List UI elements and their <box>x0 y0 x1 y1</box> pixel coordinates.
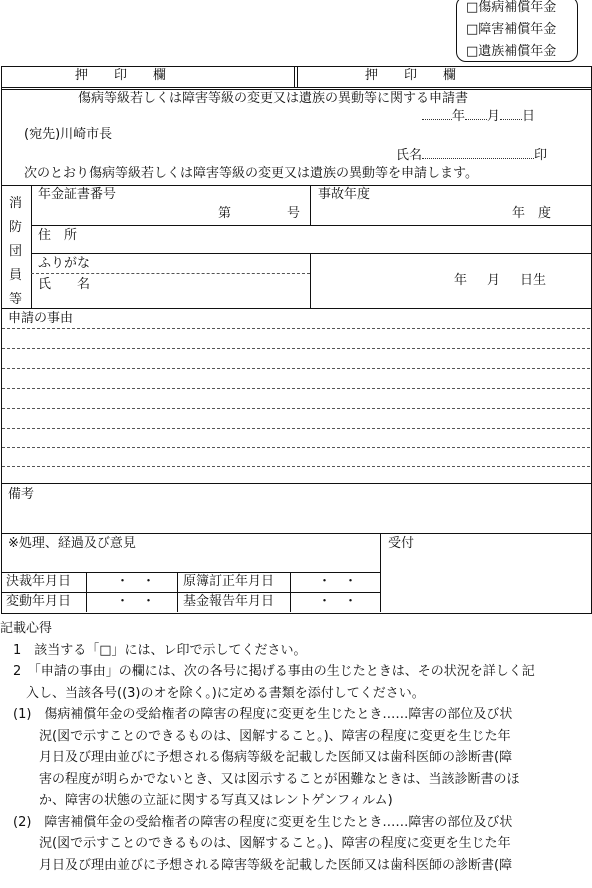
member-side-label: 消 防 団 員 等 <box>9 196 23 307</box>
note-line: 入し、当該各号((3)のオを除く。)に定める書類を添付してください。 <box>0 685 425 701</box>
received-label: 受付 <box>388 536 415 551</box>
pension-type-option-1[interactable]: □傷病補償年金 <box>466 0 557 15</box>
change-date-field[interactable]: ・ ・ <box>116 594 156 609</box>
form-title: 傷病等級若しくは障害等級の変更又は遺族の異動等に関する申請書 <box>78 91 469 106</box>
note-line: か、障害の状態の立証に関する写真又はレントゲンフィルム) <box>0 793 393 808</box>
furigana-label: ふりがな <box>38 256 91 271</box>
birth-date-field[interactable]: 年 月 日生 <box>454 273 547 288</box>
note-line: 況(図で示すことのできるものは、図解すること。)、障害の程度に変更を生じた年 <box>0 728 511 744</box>
note-line: 月日及び理由並びに予想される傷病等級を記載した医師又は歯科医師の診断書(障 <box>0 750 513 765</box>
checkbox[interactable]: □ <box>466 44 479 59</box>
checkbox[interactable]: □ <box>466 22 479 37</box>
reason-field[interactable] <box>2 328 590 483</box>
checkbox[interactable]: □ <box>466 0 479 15</box>
statement: 次のとおり傷病等級若しくは障害等級の変更又は遺族の異動等を申請します。 <box>24 166 478 181</box>
note-line: 月日及び理由並びに予想される障害等級を記載した医師又は歯科医師の診断書(障 <box>0 857 513 873</box>
stamp-field-label: 押 印 欄 <box>365 68 457 83</box>
notes-heading: 記載心得 <box>0 621 53 636</box>
note-line: 2 「申請の事由」の欄には、次の各号に掲げる事由の生じたときは、その状況を詳しく記 <box>0 664 535 679</box>
remarks-label: 備考 <box>8 487 35 502</box>
note-line: (2) 障害補償年金の受給権者の障害の程度に変更を生じたとき……障害の部位及び状 <box>0 814 513 830</box>
pension-type-option-3[interactable]: □遺族補償年金 <box>466 44 557 59</box>
seal-mark: 印 <box>534 148 548 163</box>
certificate-number-label: 年金証書番号 <box>38 187 117 202</box>
ledger-date-field[interactable]: ・ ・ <box>318 574 358 589</box>
change-date-label: 変動年月日 <box>6 594 72 609</box>
applicant-name-field[interactable]: 氏名 印 <box>396 148 548 163</box>
remarks-field[interactable] <box>2 504 590 532</box>
note-line: 1 該当する「□」には、レ印で示してください。 <box>0 642 307 658</box>
addressee: (宛先)川崎市長 <box>24 127 113 142</box>
stamp-field-label: 押 印 欄 <box>75 68 167 83</box>
decision-date-field[interactable]: ・ ・ <box>116 574 156 589</box>
note-line: 害の程度が明らかでないとき、又は図示することが困難なときは、当該診断書のほ <box>0 771 520 787</box>
processing-label: ※処理、経過及び意見 <box>8 536 136 551</box>
ledger-date-label: 原簿訂正年月日 <box>183 574 275 589</box>
application-date[interactable]: 年 月 日 <box>422 109 535 125</box>
reason-label: 申請の事由 <box>8 311 74 326</box>
pension-type-option-2[interactable]: □障害補償年金 <box>466 22 557 37</box>
accident-year-label: 事故年度 <box>318 187 371 202</box>
note-line: (1) 傷病補償年金の受給権者の障害の程度に変更を生じたとき……障害の部位及び状 <box>0 707 513 722</box>
certificate-number-field[interactable]: 第 号 <box>218 206 301 221</box>
decision-date-label: 決裁年月日 <box>6 574 72 589</box>
fund-report-date-field[interactable]: ・ ・ <box>318 594 358 609</box>
note-line: 況(図で示すことのできるものは、図解すること。)、障害の程度に変更を生じた年 <box>0 836 511 851</box>
notes-section <box>0 618 592 876</box>
fund-report-date-label: 基金報告年月日 <box>183 594 275 609</box>
address-label: 住 所 <box>38 228 78 243</box>
accident-year-field[interactable]: 年 度 <box>512 206 552 221</box>
member-name-label: 氏 名 <box>38 277 91 292</box>
